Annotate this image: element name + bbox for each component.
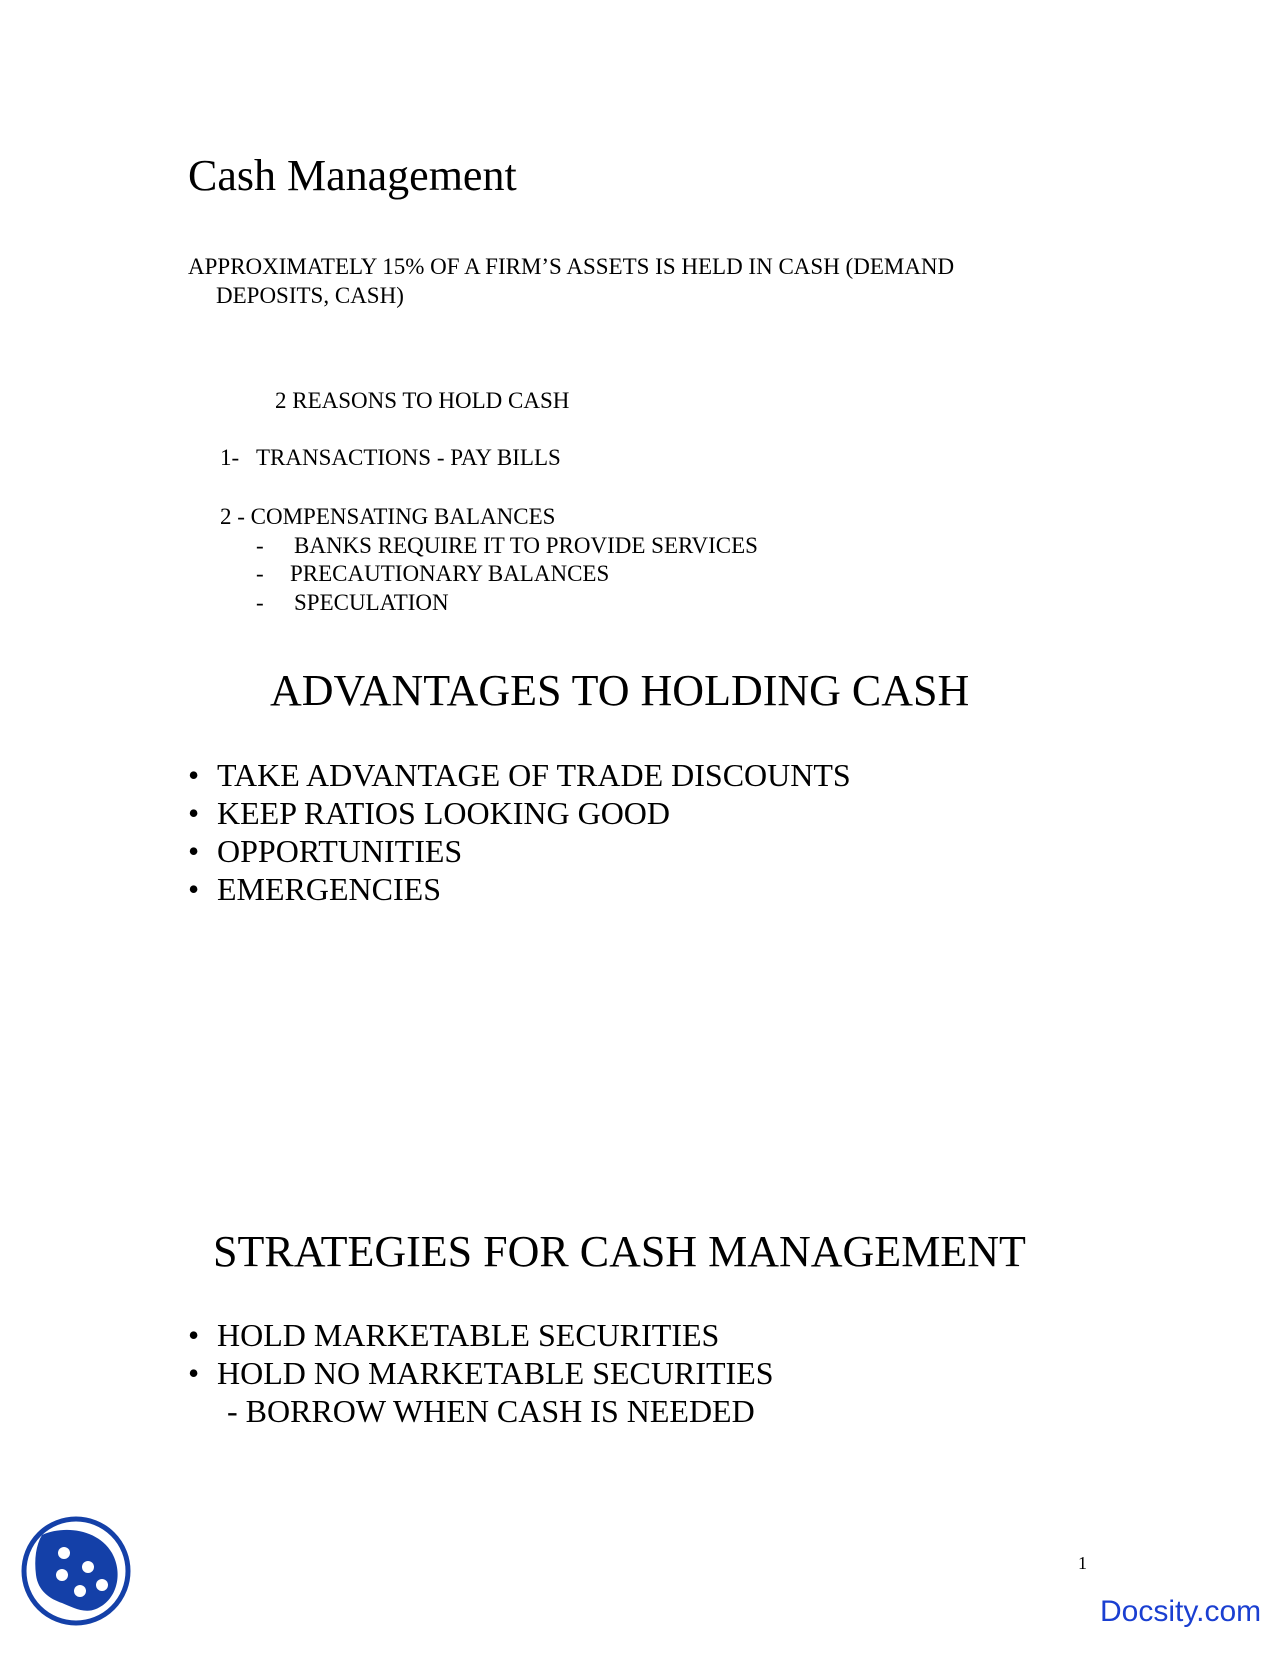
list-item	[188, 832, 851, 870]
reason-item-1-text: TRANSACTIONS - PAY BILLS	[256, 445, 561, 470]
intro-line-1: APPROXIMATELY 15% OF A FIRM’S ASSETS IS HELD IN CASH (DEMAND	[188, 254, 955, 279]
document-title: Cash Management	[188, 151, 517, 200]
reason-subitem-text: PRECAUTIONARY BALANCES	[290, 561, 610, 586]
docsity-logo-svg	[20, 1515, 132, 1627]
intro-line-2: DEPOSITS, CASH)	[216, 283, 404, 308]
reason-subitem	[256, 588, 449, 617]
list-item	[188, 756, 851, 794]
list-item-text: HOLD NO MARKETABLE SECURITIES	[217, 1355, 774, 1391]
list-item	[188, 1354, 774, 1392]
docsity-brand-link[interactable]	[1100, 1594, 1261, 1630]
reason-item-1-number: 1-	[220, 445, 240, 470]
brand-domain: .com	[1196, 1595, 1262, 1628]
bullet-marker: •	[188, 795, 200, 831]
list-item-text: TAKE ADVANTAGE OF TRADE DISCOUNTS	[217, 757, 851, 793]
strategies-list	[188, 1316, 774, 1392]
page-number: 1	[1078, 1553, 1087, 1573]
list-item	[188, 794, 851, 832]
reason-item-2: 2 - COMPENSATING BALANCES	[220, 504, 556, 529]
reasons-heading: 2 REASONS TO HOLD CASH	[275, 388, 570, 413]
reason-subitem-text: BANKS REQUIRE IT TO PROVIDE SERVICES	[294, 533, 758, 558]
advantages-heading: ADVANTAGES TO HOLDING CASH	[270, 666, 970, 715]
dash-marker: -	[256, 533, 264, 558]
list-item-text: EMERGENCIES	[217, 871, 441, 907]
list-item	[188, 1316, 774, 1354]
bullet-marker: •	[188, 871, 200, 907]
list-item	[188, 870, 851, 908]
brand-name: Docsity	[1100, 1595, 1197, 1628]
bullet-marker: •	[188, 757, 200, 793]
dash-marker: -	[256, 561, 264, 586]
list-item-text: OPPORTUNITIES	[217, 833, 463, 869]
strategies-heading: STRATEGIES FOR CASH MANAGEMENT	[213, 1227, 1026, 1276]
strategies-subitem: - BORROW WHEN CASH IS NEEDED	[227, 1393, 755, 1429]
docsity-logo-icon[interactable]	[20, 1515, 132, 1627]
intro-paragraph	[188, 252, 954, 310]
bullet-marker: •	[188, 833, 200, 869]
dash-marker: -	[256, 590, 264, 615]
reason-subitem	[256, 559, 609, 588]
reason-item-1	[220, 443, 561, 472]
bullet-marker: •	[188, 1317, 200, 1353]
advantages-list	[188, 756, 851, 908]
reason-subitem-text: SPECULATION	[294, 590, 449, 615]
bullet-marker: •	[188, 1355, 200, 1391]
reason-subitem	[256, 531, 758, 560]
list-item-text: HOLD MARKETABLE SECURITIES	[217, 1317, 720, 1353]
list-item-text: KEEP RATIOS LOOKING GOOD	[217, 795, 671, 831]
